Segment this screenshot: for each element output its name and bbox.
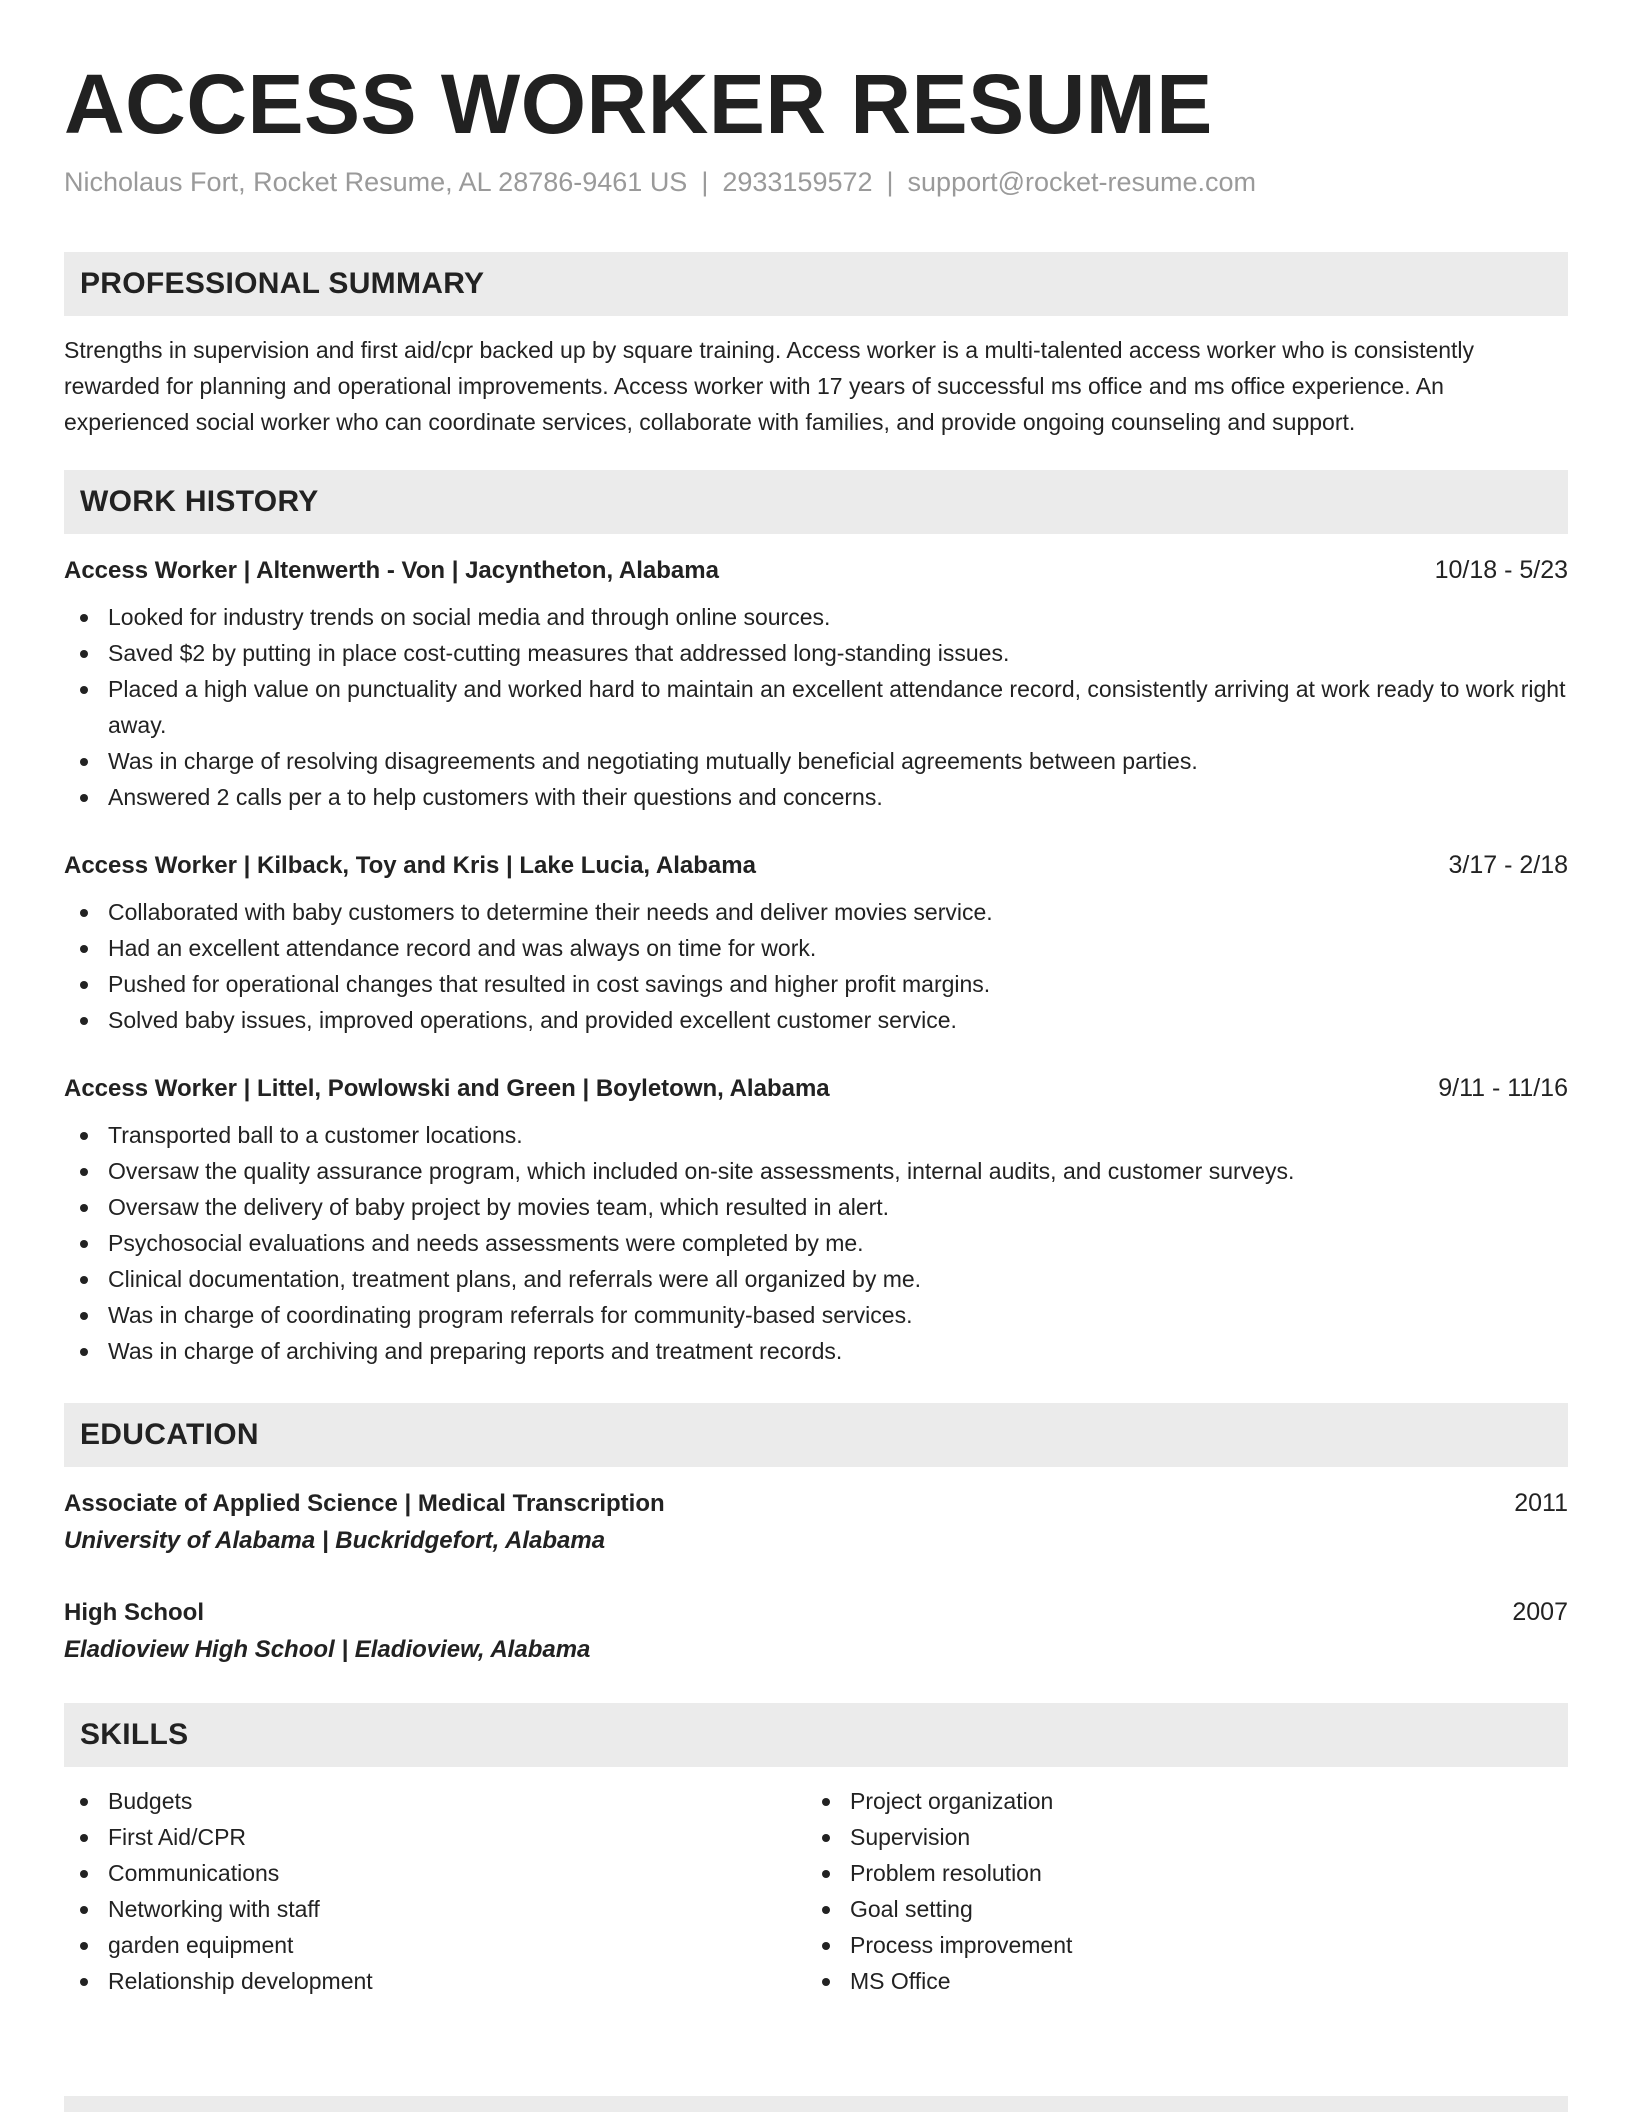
job-dates: 9/11 - 11/16 — [1438, 1074, 1568, 1102]
summary-paragraph: Strengths in supervision and first aid/cpr backed up by square training. Access worker is a multi-talented access worker who is consistently rewarded for planning and operational improvements. Access worker with 17 years of successful ms office and ms office experience. An experienced social worker who can coordinate services, collaborate with families, and provide ongoing counseling and support. — [64, 337, 1475, 435]
job-header — [64, 1072, 1568, 1105]
education-header — [64, 1596, 1568, 1629]
job-title: Access Worker | Kilback, Toy and Kris | Lake Lucia, Alabama — [64, 852, 756, 879]
section-heading-skills: SKILLS — [64, 1703, 1568, 1767]
job-bullet: Oversaw the quality assurance program, which included on-site assessments, internal audits, and customer surveys. — [64, 1153, 1568, 1189]
education-school: University of Alabama | Buckridgefort, Alabama — [64, 1527, 606, 1554]
skill-item: Problem resolution — [806, 1855, 1548, 1891]
resume-title: ACCESS WORKER RESUME — [64, 57, 1213, 151]
job-entry — [64, 554, 1568, 815]
education-entry — [64, 1487, 1568, 1558]
skills-column-left — [64, 1783, 806, 1999]
job-dates: 3/17 - 2/18 — [1448, 851, 1568, 879]
job-bullet: Was in charge of coordinating program referrals for community-based services. — [64, 1297, 1568, 1333]
job-header — [64, 554, 1568, 587]
job-bullet: Transported ball to a customer locations. — [64, 1117, 1568, 1153]
skills-list — [64, 1783, 806, 1999]
job-dates: 10/18 - 5/23 — [1434, 556, 1568, 584]
skill-item: MS Office — [806, 1963, 1548, 1999]
job-bullet: Was in charge of archiving and preparing reports and treatment records. — [64, 1333, 1568, 1369]
contact-email: support@rocket-resume.com — [907, 167, 1257, 197]
job-title: Access Worker | Littel, Powlowski and Green | Boyletown, Alabama — [64, 1075, 830, 1102]
job-bullet: Solved baby issues, improved operations, and provided excellent customer service. — [64, 1002, 1568, 1038]
job-bullet: Was in charge of resolving disagreements and negotiating mutually beneficial agreements between parties. — [64, 743, 1568, 779]
job-bullets — [64, 1117, 1568, 1369]
job-bullet: Answered 2 calls per a to help customers with their questions and concerns. — [64, 779, 1568, 815]
skill-item: Supervision — [806, 1819, 1548, 1855]
resume-content — [64, 56, 1568, 1999]
job-bullet: Oversaw the delivery of baby project by movies team, which resulted in alert. — [64, 1189, 1568, 1225]
contact-phone: 2933159572 — [722, 167, 873, 197]
section-heading-education: EDUCATION — [64, 1403, 1568, 1467]
job-bullet: Looked for industry trends on social media and through online sources. — [64, 599, 1568, 635]
job-bullet: Placed a high value on punctuality and worked hard to maintain an excellent attendance record, consistently arriving at work ready to work right away. — [64, 671, 1568, 743]
skill-item: Communications — [64, 1855, 806, 1891]
skill-item: garden equipment — [64, 1927, 806, 1963]
job-entry — [64, 849, 1568, 1038]
education-degree: High School — [64, 1599, 204, 1626]
contact-separator: | — [886, 167, 894, 197]
education-school: Eladioview High School | Eladioview, Alabama — [64, 1636, 591, 1663]
job-header — [64, 849, 1568, 882]
contact-address: Nicholaus Fort, Rocket Resume, AL 28786-9461 US — [64, 167, 688, 197]
education-degree: Associate of Applied Science | Medical Transcription — [64, 1490, 665, 1517]
section-heading-work-history: WORK HISTORY — [64, 470, 1568, 534]
job-bullet: Clinical documentation, treatment plans, and referrals were all organized by me. — [64, 1261, 1568, 1297]
education-entry — [64, 1596, 1568, 1667]
skill-item: First Aid/CPR — [64, 1819, 806, 1855]
skill-item: Goal setting — [806, 1891, 1548, 1927]
skill-item: Process improvement — [806, 1927, 1548, 1963]
skill-item: Budgets — [64, 1783, 806, 1819]
section-heading-summary: PROFESSIONAL SUMMARY — [64, 252, 1568, 316]
skill-item: Networking with staff — [64, 1891, 806, 1927]
job-bullets — [64, 894, 1568, 1038]
job-entry — [64, 1072, 1568, 1369]
skills-grid — [64, 1783, 1568, 1999]
skills-column-right — [806, 1783, 1548, 1999]
education-year: 2011 — [1514, 1489, 1568, 1517]
contact-line — [64, 164, 1568, 200]
job-bullet: Saved $2 by putting in place cost-cutting measures that addressed long-standing issues. — [64, 635, 1568, 671]
contact-separator: | — [701, 167, 709, 197]
skills-list — [806, 1783, 1548, 1999]
education-header — [64, 1487, 1568, 1520]
job-bullet: Psychosocial evaluations and needs assessments were completed by me. — [64, 1225, 1568, 1261]
job-bullets — [64, 599, 1568, 815]
job-bullet: Had an excellent attendance record and was always on time for work. — [64, 930, 1568, 966]
job-bullet: Collaborated with baby customers to determine their needs and deliver movies service. — [64, 894, 1568, 930]
job-title: Access Worker | Altenwerth - Von | Jacyntheton, Alabama — [64, 557, 719, 584]
job-bullet: Pushed for operational changes that resulted in cost savings and higher profit margins. — [64, 966, 1568, 1002]
skill-item: Project organization — [806, 1783, 1548, 1819]
next-section-heading-bar — [64, 2096, 1568, 2112]
education-year: 2007 — [1512, 1598, 1568, 1626]
skill-item: Relationship development — [64, 1963, 806, 1999]
